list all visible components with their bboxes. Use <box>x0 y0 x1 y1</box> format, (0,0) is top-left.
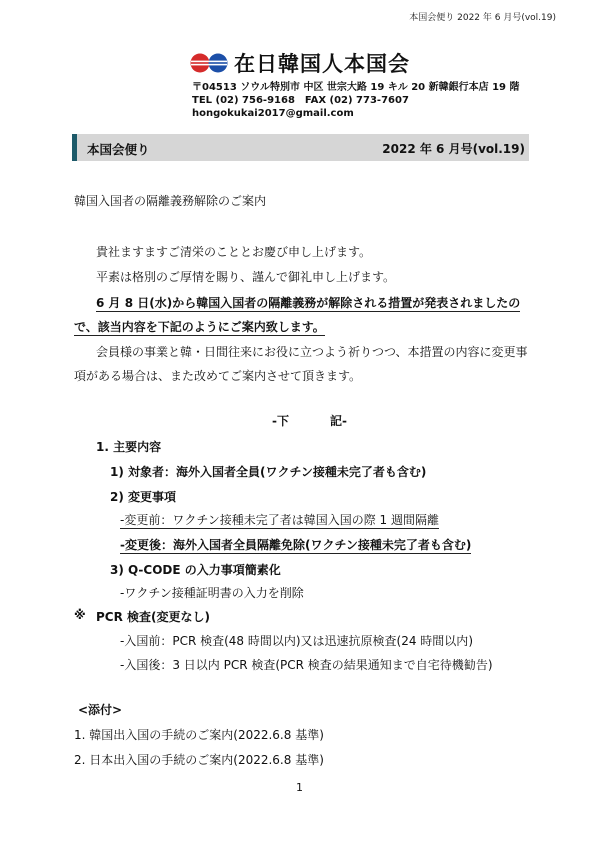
section-1-qcode-heading: 3) Q-CODE の入力事項簡素化 <box>110 563 281 577</box>
section-1-changes-heading: 2) 変更事項 <box>110 490 177 504</box>
email-line: hongokukai2017@gmail.com <box>192 108 354 119</box>
attachments-heading: <添付> <box>78 703 123 717</box>
section-1-target: 1) 対象者：海外入国者全員(ワクチン接種未完了者も含む) <box>110 465 427 479</box>
intro-line-4: で、該当内容を下記のようにご案内致します。 <box>74 320 325 334</box>
change-after: -変更後：海外入国者全員隔離免除(ワクチン接種未完了者も含む) <box>120 538 472 552</box>
organization-name: 在日韓国人本国会 <box>234 52 410 76</box>
intro-line-2: 平素は格別のご厚情を賜り、謹んで御礼申し上げます。 <box>96 270 396 284</box>
document-subject: 韓国入国者の隔離義務解除のご案内 <box>74 194 267 208</box>
address-line: 〒04513 ソウル特別市 中区 世宗大路 19 キル 20 新韓銀行本店 19 階 <box>192 82 520 93</box>
page-number: 1 <box>296 781 303 794</box>
intro-line-5: 会員様の事業と韓・日間往来にお役に立つよう祈りつつ、本措置の内容に変更事 <box>96 345 528 359</box>
section-1-heading: 1. 主要内容 <box>96 440 162 454</box>
pcr-after-entry: -入国後：3 日以内 PCR 検査(PCR 検査の結果通知まで自宅待機勧告) <box>120 658 493 672</box>
pcr-mark: ※ <box>74 608 86 622</box>
intro-line-6: 項がある場合は、また改めてご案内させて頂きます。 <box>74 369 362 383</box>
tel-fax-line: TEL (02) 756-9168 FAX (02) 773-7607 <box>192 95 409 106</box>
attachment-item: 2. 日本出入国の手続のご案内(2022.6.8 基準) <box>74 753 324 767</box>
organization-logo-icon <box>190 53 228 73</box>
pcr-before-entry: -入国前：PCR 検査(48 時間以内)又は迅速抗原検査(24 時間以内) <box>120 634 473 648</box>
qcode-detail: -ワクチン接種証明書の入力を削除 <box>120 586 304 600</box>
banner-issue: 2022 年 6 月号(vol.19) <box>382 142 525 156</box>
organization-header <box>0 48 600 78</box>
banner-title: 本国会便り <box>87 142 150 157</box>
pcr-heading: PCR 検査(変更なし) <box>96 610 210 624</box>
intro-line-3: 6 月 8 日(水)から韓国入国者の隔離義務が解除される措置が発表されましたの <box>96 296 521 310</box>
ki-left: -下 <box>272 414 289 428</box>
change-before: -変更前：ワクチン接種未完了者は韓国入国の際 1 週間隔離 <box>120 513 439 527</box>
newsletter-banner <box>72 134 529 161</box>
intro-line-1: 貴社ますますご清栄のこととお慶び申し上げます。 <box>96 245 372 259</box>
header-reference: 本国会便り 2022 年 6 月号(vol.19) <box>409 13 556 23</box>
attachment-item: 1. 韓国出入国の手続のご案内(2022.6.8 基準) <box>74 728 324 742</box>
ki-right: 記- <box>330 414 347 428</box>
